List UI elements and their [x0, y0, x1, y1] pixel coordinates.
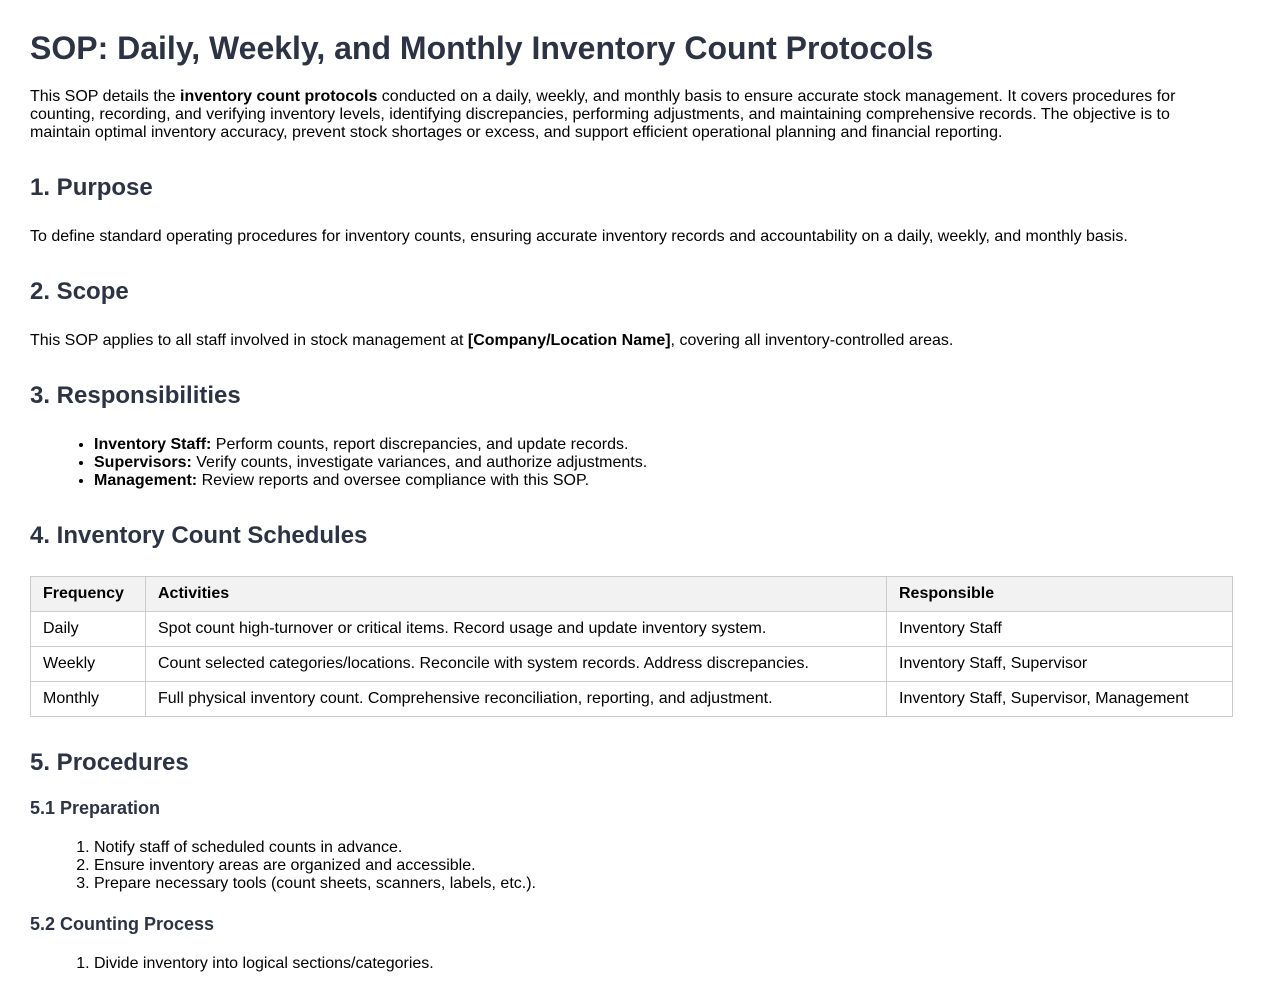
role-label: Supervisors:	[94, 454, 192, 471]
column-header-responsible: Responsible	[887, 577, 1233, 612]
list-item: 2. Ensure inventory areas are organized and accessible.	[94, 857, 1233, 875]
role-label: Inventory Staff:	[94, 436, 212, 453]
list-item	[94, 472, 1233, 490]
preparation-heading: 5.1 Preparation	[30, 798, 161, 818]
role-description: Verify counts, investigate variances, and authorize adjustments.	[191, 454, 648, 471]
procedures-heading: 5. Procedures	[30, 749, 189, 776]
responsibilities-list	[30, 436, 1233, 490]
counting-steps	[30, 955, 1233, 973]
frequency-cell: Daily	[31, 612, 146, 647]
responsible-cell: Inventory Staff	[887, 612, 1233, 647]
schedules-heading: 4. Inventory Count Schedules	[30, 522, 368, 549]
counting-process-heading: 5.2 Counting Process	[30, 914, 215, 934]
frequency-cell: Weekly	[31, 647, 146, 682]
list-item: 1. Divide inventory into logical sections/categories.	[94, 955, 1233, 973]
intro-text-start: This SOP details the	[30, 88, 180, 105]
frequency-cell: Monthly	[31, 682, 146, 717]
responsibilities-heading: 3. Responsibilities	[30, 382, 241, 409]
responsible-cell: Inventory Staff, Supervisor	[887, 647, 1233, 682]
role-description: Perform counts, report discrepancies, and update records.	[211, 436, 629, 453]
table-header-row	[31, 577, 1233, 612]
activities-cell: Spot count high-turnover or critical items. Record usage and update inventory system.	[146, 612, 887, 647]
scope-text-start: This SOP applies to all staff involved in stock management at	[30, 332, 468, 349]
scope-heading: 2. Scope	[30, 278, 129, 305]
table-row	[31, 682, 1233, 717]
role-description: Review reports and oversee compliance with this SOP.	[197, 472, 590, 489]
activities-cell: Full physical inventory count. Comprehensive reconciliation, reporting, and adjustment.	[146, 682, 887, 717]
purpose-text: To define standard operating procedures for inventory counts, ensuring accurate inventory records and accountability on a daily, weekly, and monthly basis.	[30, 228, 1128, 245]
scope-text	[30, 332, 1233, 350]
column-header-frequency: Frequency	[31, 577, 146, 612]
column-header-activities: Activities	[146, 577, 887, 612]
role-label: Management:	[94, 472, 198, 489]
scope-location-placeholder: [Company/Location Name]	[467, 332, 671, 349]
intro-emphasis: inventory count protocols	[180, 88, 378, 105]
table-row	[31, 647, 1233, 682]
schedules-table	[30, 576, 1233, 717]
preparation-steps	[30, 839, 1233, 893]
list-item	[94, 436, 1233, 454]
list-item	[94, 454, 1233, 472]
responsible-cell: Inventory Staff, Supervisor, Management	[887, 682, 1233, 717]
table-row	[31, 612, 1233, 647]
page-title: SOP: Daily, Weekly, and Monthly Inventory Count Protocols	[30, 30, 934, 66]
activities-cell: Count selected categories/locations. Reconcile with system records. Address discrepancies.	[146, 647, 887, 682]
list-item: 3. Prepare necessary tools (count sheets, scanners, labels, etc.).	[94, 875, 1233, 893]
list-item: 1. Notify staff of scheduled counts in advance.	[94, 839, 1233, 857]
sop-document	[30, 0, 1233, 993]
scope-text-end: , covering all inventory-controlled areas.	[670, 332, 954, 349]
intro-text-end: conducted on a daily, weekly, and monthly basis to ensure accurate stock management. It covers procedures for counting, recording, and verifying inventory levels, identifying discrepancies, performing adjustments, and maintaining comprehensive records. The objective is to maintain optimal inventory accuracy, prevent stock shortages or excess, and support efficient operational planning and financial reporting.	[30, 88, 1176, 141]
purpose-heading: 1. Purpose	[30, 174, 153, 201]
intro-paragraph	[30, 88, 1233, 142]
